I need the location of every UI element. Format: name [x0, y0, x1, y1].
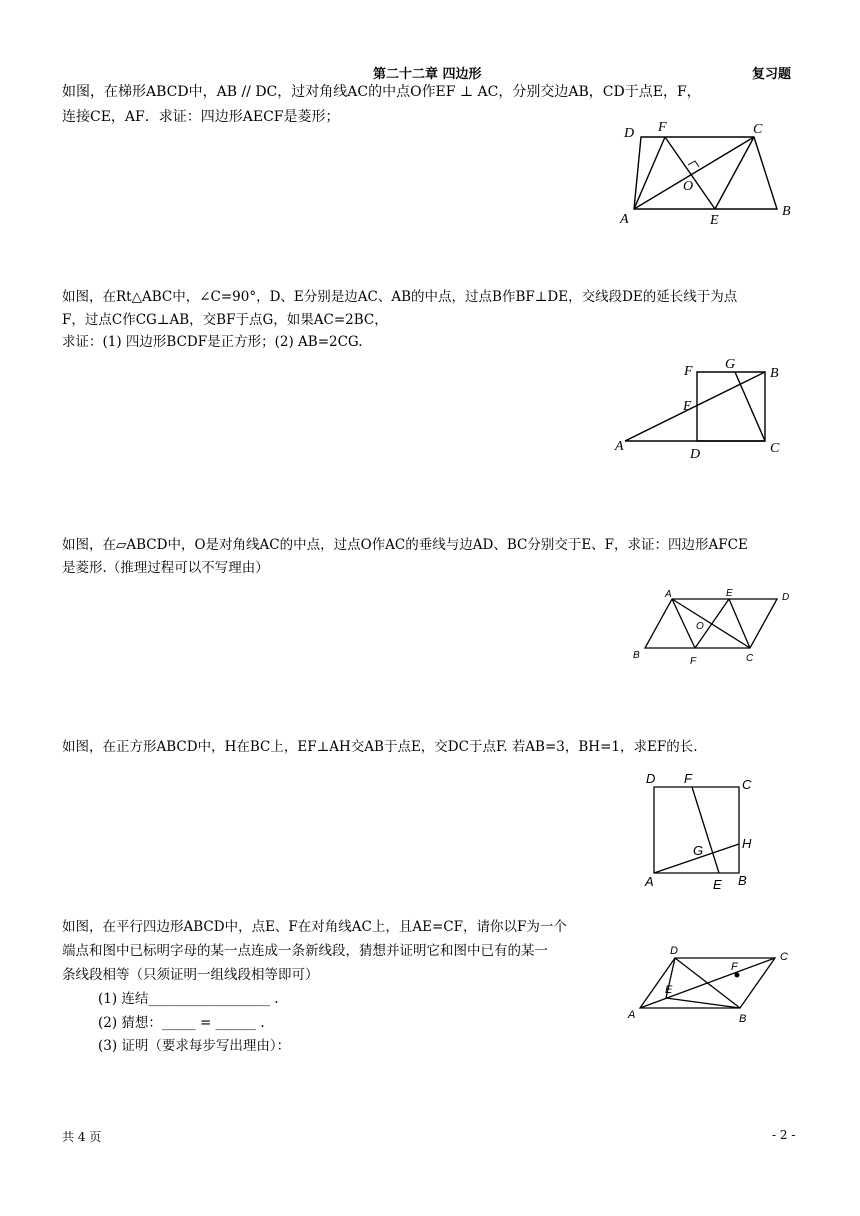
- footer-total-pages: 共 4 页: [62, 1130, 102, 1144]
- fig1-label-b: B: [782, 204, 791, 219]
- problem-3-line-2: 是菱形.（推理过程可以不写理由）: [62, 560, 269, 576]
- problem-5-sub-2: (2) 猜想：_____ = ______ .: [98, 1015, 265, 1031]
- problem-1-line-1: 如图，在梯形ABCD中，AB // DC，过对角线AC的中点O作EF ⊥ AC，分别交边AB，CD于点E，F，: [62, 84, 701, 100]
- fig2-label-g: G: [725, 357, 736, 372]
- fig4-label-c: C: [742, 777, 752, 792]
- figure-5-parallelogram: [620, 940, 800, 1030]
- problem-2-line-2: F，过点C作CG⊥AB，交BF于点G，如果AC=2BC，: [62, 312, 388, 328]
- figure-4-square: [635, 765, 775, 895]
- fig2-label-b: B: [770, 366, 779, 381]
- fig4-label-h: H: [742, 836, 752, 851]
- fig2-label-d: D: [690, 447, 701, 462]
- fig4-label-e: E: [713, 877, 722, 892]
- fig4-label-a: A: [645, 874, 654, 889]
- problem-1-line-2: 连接CE，AF．求证：四边形AECF是菱形；: [62, 109, 340, 125]
- problem-2-line-1: 如图，在Rt△ABC中，∠C=90°，D、E分别是边AC、AB的中点，过点B作BF⊥DE，交线段DE的延长线于为点: [62, 289, 738, 305]
- fig3-label-a: A: [665, 589, 672, 600]
- figure-1-trapezoid: [610, 115, 810, 230]
- fig1-label-a: A: [620, 212, 629, 227]
- fig2-label-c: C: [770, 441, 780, 456]
- fig3-label-b: B: [633, 650, 640, 661]
- problem-4-line-1: 如图，在正方形ABCD中，H在BC上，EF⊥AH交AB于点E，交DC于点F. 若AB=3，BH=1，求EF的长.: [62, 739, 698, 755]
- fig2-label-a: A: [615, 439, 624, 454]
- fig4-label-b: B: [738, 873, 747, 888]
- fig1-label-o: O: [683, 179, 694, 194]
- figure-2-triangle-square: [605, 355, 805, 465]
- problem-5-line-3: 条线段相等（只须证明一组线段相等即可）: [62, 967, 319, 983]
- fig5-label-c: C: [780, 951, 788, 963]
- figure-3-parallelogram: [625, 585, 800, 670]
- fig4-label-f: F: [684, 771, 692, 786]
- fig3-label-o: O: [696, 621, 704, 632]
- chapter-title: 第二十二章 四边形: [373, 67, 482, 82]
- fig5-label-d: D: [670, 945, 678, 957]
- fig3-label-d: D: [782, 592, 790, 603]
- fig5-label-e: E: [665, 984, 673, 996]
- problem-5-sub-1: (1) 连结__________________ .: [98, 991, 279, 1007]
- fig1-label-f: F: [658, 120, 667, 135]
- fig1-label-c: C: [753, 122, 763, 137]
- fig1-label-e: E: [710, 213, 719, 228]
- problem-5-sub-3: (3) 证明（要求每步写出理由）：: [98, 1038, 291, 1054]
- section-tag: 复习题: [752, 67, 792, 82]
- fig3-label-c: C: [746, 653, 754, 664]
- problem-5-line-1: 如图，在平行四边形ABCD中，点E、F在对角线AC上，且AE=CF，请你以F为一个: [62, 919, 567, 935]
- footer-page-number: - 2 -: [772, 1128, 796, 1142]
- fig3-label-f: F: [690, 656, 697, 667]
- fig5-label-b: B: [739, 1013, 747, 1025]
- fig4-label-g: G: [693, 843, 704, 858]
- fig3-label-e: E: [726, 588, 733, 599]
- fig2-label-e: E: [683, 399, 692, 414]
- fig5-label-f: F: [731, 961, 738, 973]
- fig4-label-d: D: [646, 771, 656, 786]
- fig5-label-a: A: [628, 1009, 636, 1021]
- fig2-label-f: F: [684, 364, 693, 379]
- fig1-label-d: D: [624, 126, 635, 141]
- problem-5-line-2: 端点和图中已标明字母的某一点连成一条新线段，猜想并证明它和图中已有的某一: [62, 943, 548, 959]
- fig5-point-f: [735, 973, 740, 978]
- problem-2-line-3: 求证：(1) 四边形BCDF是正方形；(2) AB=2CG.: [62, 334, 363, 350]
- problem-3-line-1: 如图，在▱ABCD中，O是对角线AC的中点，过点O作AC的垂线与边AD、BC分别交于E、F，求证：四边形AFCE: [62, 537, 748, 553]
